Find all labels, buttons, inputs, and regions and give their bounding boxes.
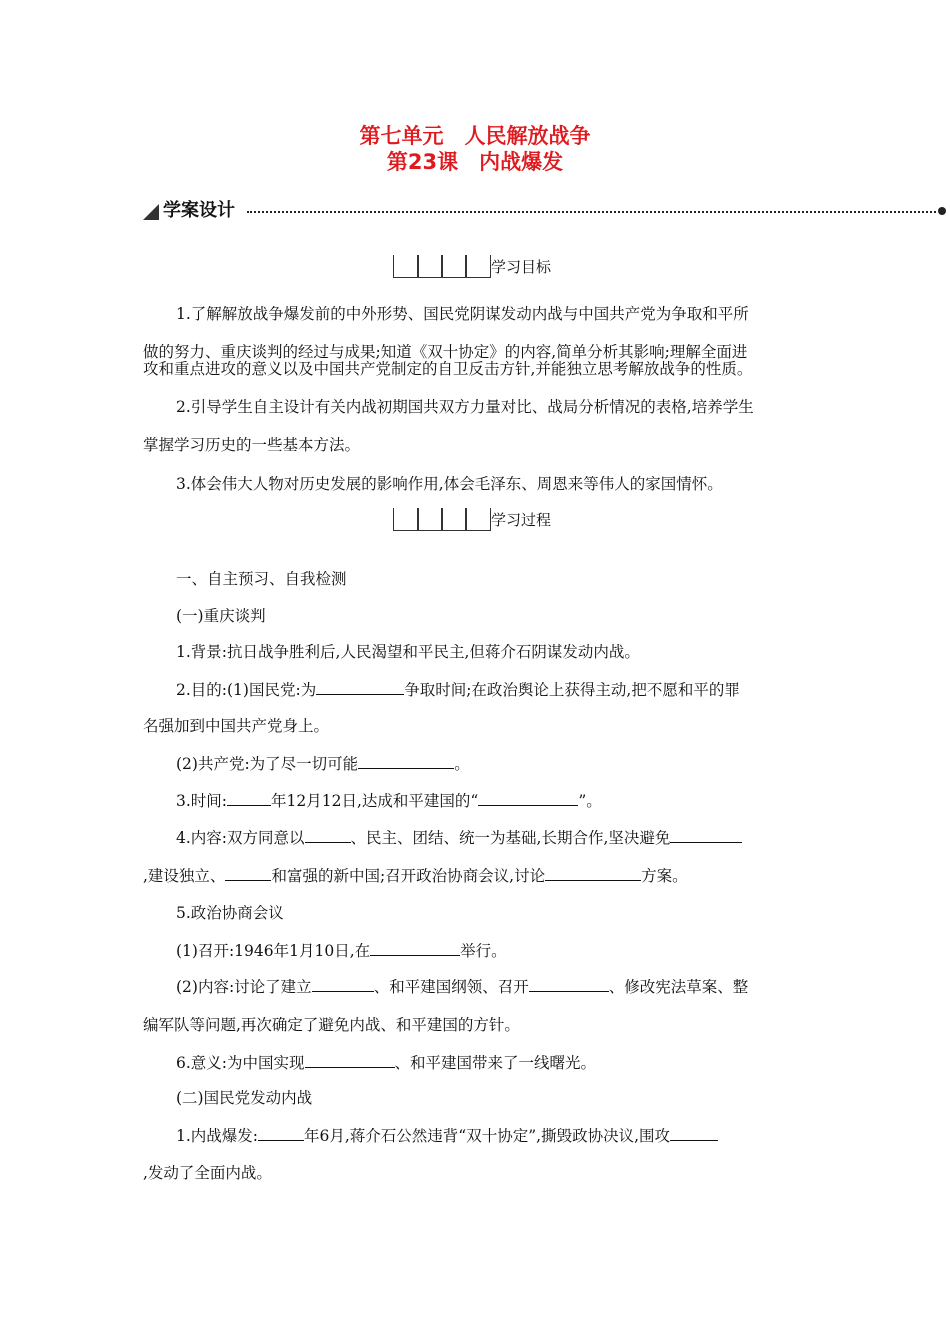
pcc-heading: 5.政治协商会议 xyxy=(176,904,284,922)
blank[interactable] xyxy=(478,790,578,806)
blank[interactable] xyxy=(305,1052,395,1068)
blank[interactable] xyxy=(545,865,641,881)
goal-1-line-2: 做的努力、重庆谈判的经过与成果;知道《双十协定》的内容,简单分析其影响;理解全面进 xyxy=(143,343,748,361)
blank[interactable] xyxy=(258,1125,304,1141)
blank[interactable] xyxy=(316,679,404,695)
goal-1-line-1: 1.了解解放战争爆发前的中外形势、国民党阴谋发动内战与中国共产党为争取和平所 xyxy=(176,305,749,323)
war-line-1: 1.内战爆发: 年6月,蒋介石公然违背“双十协定”,撕毁政协决议,围攻 xyxy=(176,1125,718,1146)
purpose-line-2: 名强加到中国共产党身上。 xyxy=(143,717,330,735)
sub2-heading: (二)国民党发动内战 xyxy=(176,1089,313,1107)
content-line-2: ,建设独立、 和富强的新中国;召开政治协商会议,讨论 方案。 xyxy=(143,867,688,885)
pcc-2-line-1: (2)内容:讨论了建立 、和平建国纲领、召开 、修改宪法草案、整 xyxy=(176,978,749,996)
blank[interactable] xyxy=(358,753,454,769)
blank[interactable] xyxy=(312,976,374,992)
war-line-2: ,发动了全面内战。 xyxy=(143,1164,272,1182)
dotted-rule xyxy=(247,211,936,213)
meaning-line: 6.意义:为中国实现 、和平建国带来了一线曙光。 xyxy=(176,1054,597,1072)
purpose-line-1: 2.目的:(1)国民党:为 争取时间;在政治舆论上获得主动,把不愿和平的罪 xyxy=(176,681,740,699)
sub1-heading: (一)重庆谈判 xyxy=(176,607,266,625)
pcc-1-line: (1)召开:1946年1月10日,在 举行。 xyxy=(176,942,507,960)
blank[interactable] xyxy=(225,865,271,881)
goal-2-line-1: 2.引导学生自主设计有关内战初期国共双方力量对比、战局分析情况的表格,培养学生 xyxy=(176,398,754,416)
box-decoration xyxy=(393,255,489,279)
section-banner xyxy=(143,199,948,225)
blank[interactable] xyxy=(227,790,271,806)
pcc-2-line-2: 编军队等问题,再次确定了避免内战、和平建国的方针。 xyxy=(143,1016,520,1034)
blank[interactable] xyxy=(670,827,742,843)
lesson-title: 第23课 内战爆发 xyxy=(386,150,564,174)
background-line: 1.背景:抗日战争胜利后,人民渴望和平民主,但蒋介石阴谋发动内战。 xyxy=(176,643,640,661)
section-process-label: 学习过程 xyxy=(491,511,552,529)
triangle-icon xyxy=(143,204,159,220)
blank[interactable] xyxy=(305,827,351,843)
section-goals-label: 学习目标 xyxy=(491,258,552,276)
part1-heading: 一、自主预习、自我检测 xyxy=(176,570,347,588)
purpose-2-line: (2)共产党:为了尽一切可能 。 xyxy=(176,755,470,773)
blank[interactable] xyxy=(370,940,460,956)
goal-1-line-3: 攻和重点进攻的意义以及中国共产党制定的自卫反击方针,并能独立思考解放战争的性质。 xyxy=(143,360,753,378)
goal-3-line-1: 3.体会伟大人物对历史发展的影响作用,体会毛泽东、周恩来等伟人的家国情怀。 xyxy=(176,475,723,493)
blank[interactable] xyxy=(529,976,609,992)
blank[interactable] xyxy=(670,1125,718,1141)
banner-label: 学案设计 xyxy=(163,200,235,221)
time-line: 3.时间: 年12月12日,达成和平建国的“ ”。 xyxy=(176,792,602,810)
content-line-1: 4.内容:双方同意以 、民主、团结、统一为基础,长期合作,坚决避免 xyxy=(176,827,742,848)
goal-2-line-2: 掌握学习历史的一些基本方法。 xyxy=(143,436,361,454)
unit-title: 第七单元 人民解放战争 xyxy=(359,124,591,148)
end-dot-icon xyxy=(938,207,946,215)
box-decoration xyxy=(393,508,489,532)
